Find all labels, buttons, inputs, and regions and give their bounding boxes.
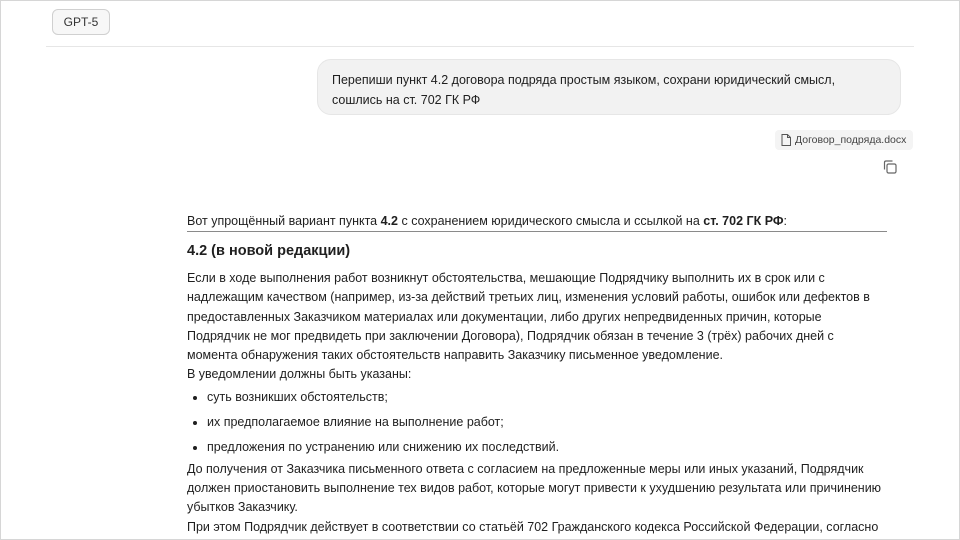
intro-text-1: Вот упрощённый вариант пункта — [187, 214, 381, 228]
response-heading: 4.2 (в новой редакции) — [187, 243, 351, 259]
response-bullet-list — [187, 388, 887, 457]
user-message-bubble — [317, 59, 901, 115]
model-selector-button[interactable] — [52, 9, 110, 35]
user-message-text: Перепиши пункт 4.2 договора подряда простым языком, сохрани юридический смысл, сошлись на ст. 702 ГК РФ — [332, 73, 836, 107]
list-item: • предложения по устранению или снижению их последствий. — [207, 438, 887, 457]
attachment-chip[interactable] — [775, 130, 913, 150]
intro-bold-clause: 4.2 — [380, 214, 398, 228]
intro-text-3: : — [783, 214, 788, 228]
list-item: • их предполагаемое влияние на выполнение работ; — [207, 413, 887, 432]
response-paragraph-1: Если в ходе выполнения работ возникнут обстоятельства, мешающие Подрядчику выполнить их в срок или с надлежащим качеством (например, из-за действий третьих лиц, изменения условий работы, ошибок или дефектов в предоставленных Заказчиком материалах или документации, либо других непредвиденных причин, которые Подрядчик не мог предвидеть при заключении Договора), Подрядчик обязан в течение 3 (трёх) рабочих дней с момента обнаружения таких обстоятельств направить Заказчику письменное уведомление. — [187, 271, 870, 363]
response-paragraph-4: При этом Подрядчик действует в соответствии со статьёй 702 Гражданского кодекса Российской Федерации, согласно — [187, 519, 879, 534]
model-selector-label: GPT-5 — [63, 15, 99, 29]
header-divider — [46, 46, 914, 47]
response-intro — [187, 211, 887, 232]
response-paragraph-3: До получения от Заказчика письменного ответа с согласием на предложенные меры или иных указаний, Подрядчик должен приостановить выполнение тех видов работ, которые могут привести к ухудшению результата или причинению убытков Заказчику. — [187, 461, 882, 515]
list-item: • суть возникших обстоятельств; — [207, 388, 887, 407]
document-icon — [781, 134, 791, 146]
copy-icon — [881, 163, 899, 180]
copy-button[interactable] — [881, 158, 899, 176]
intro-bold-article: ст. 702 ГК РФ — [703, 214, 784, 228]
attachment-filename: Договор_подряда.docx — [795, 134, 907, 146]
response-paragraph-2: В уведомлении должны быть указаны: — [187, 367, 412, 382]
intro-text-2: с сохранением юридического смысла и ссылкой на — [398, 214, 704, 228]
assistant-response — [187, 211, 887, 537]
